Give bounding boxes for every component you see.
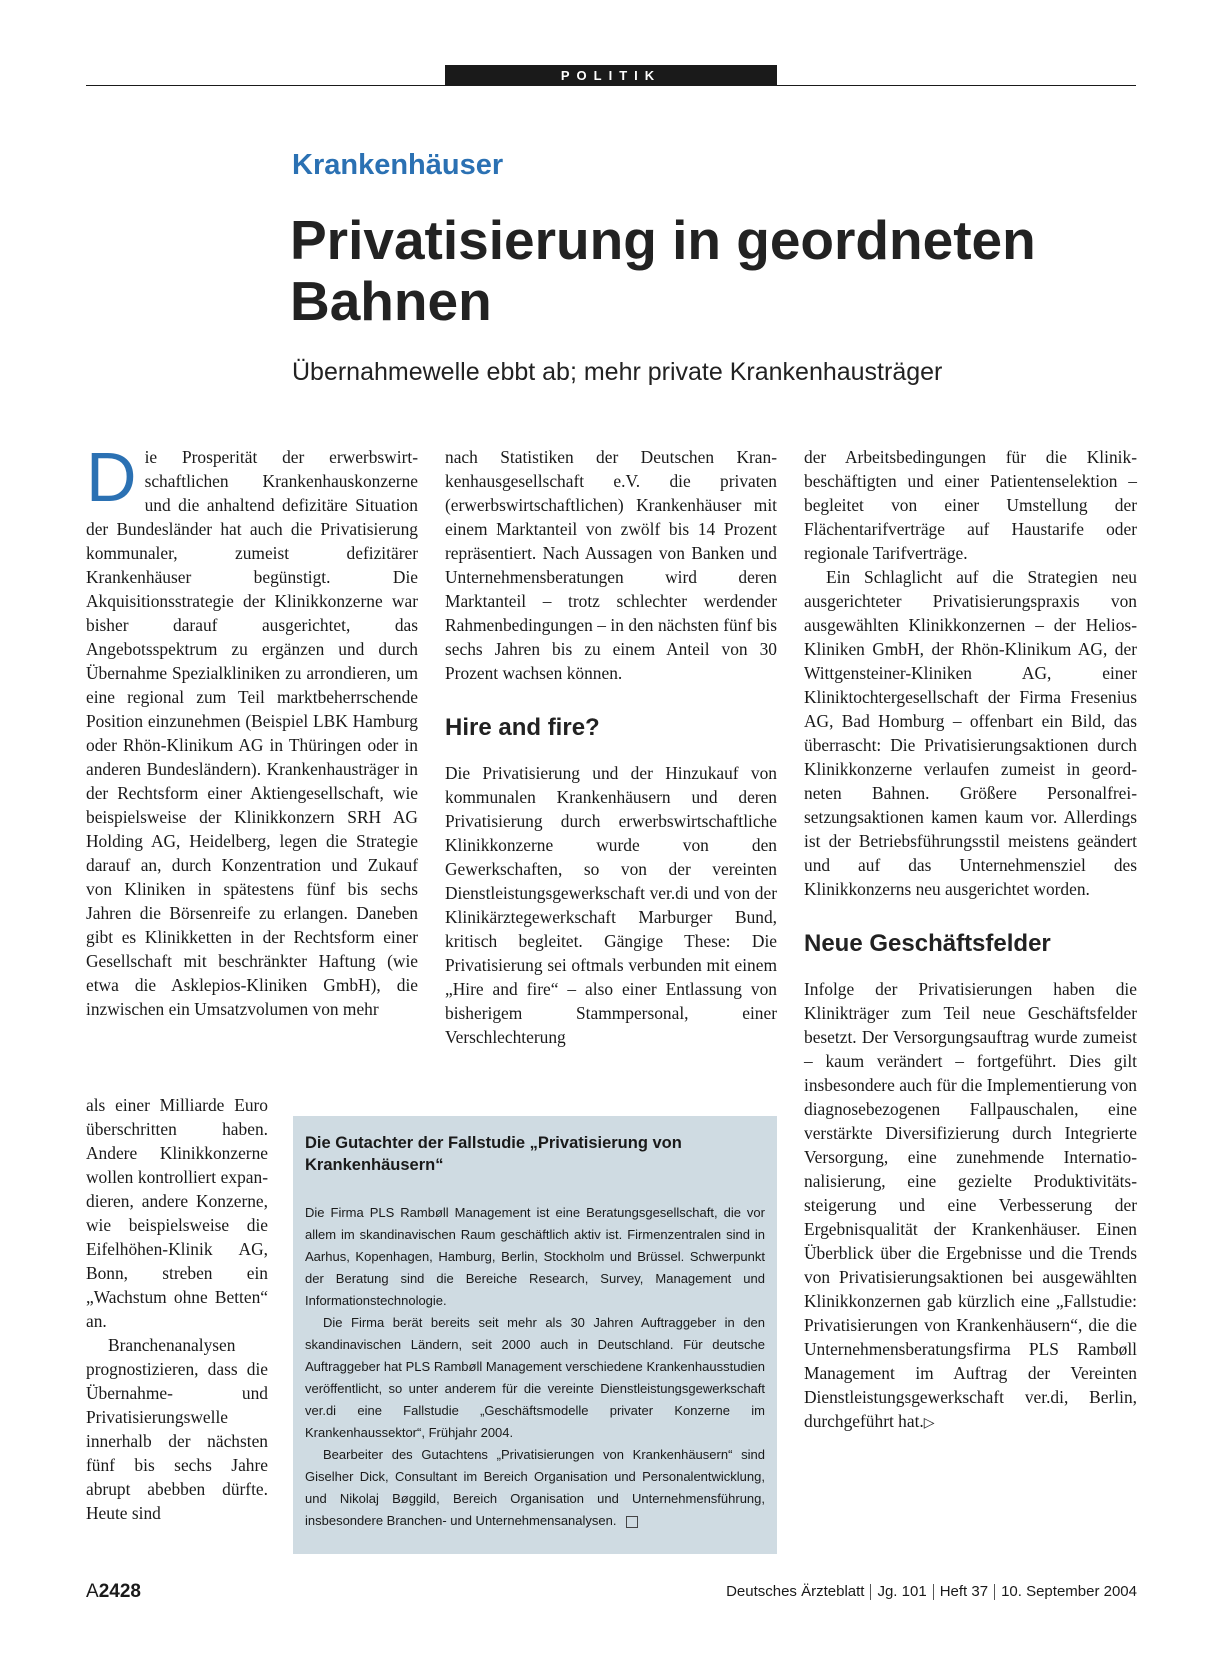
paragraph-text: Infolge der Privatisierungen haben die Klinikträger zum Teil neue Geschäftsfelder besetzt. Der Versorgungsauftrag wurde zumeist – kaum verändert – fortgeführt. Dies gilt insbesondere auch für die Implementierung von diagnosebezogenen Fallpauschalen, eine verstärkte Diversifizierung durch Integrierte Versorgung, eine zunehmende Internationalisierung, eine gezielte Produktivitätssteigerung und eine Verbesserung der Ergebnisqualität der Krankenhäuser. Einen Überblick über die Ergebnisse und die Trends von Privatisierungsaktionen bei ausgewählten Klinikkonzernen gab kürzlich eine „Fallstudie: Privatisierungen von Krankenhäusern“, die die Unternehmensberatungsfirma PLS Rambøll Management im Auftrag der Vereinten Dienstleistungsgewerkschaft ver.di, Berlin, durchgeführt hat. <box>804 979 1137 1431</box>
info-box-body <box>305 1202 765 1532</box>
article-paragraph: nach Statistiken der Deutschen Krankenhausgesellschaft e.V. die privaten (erwerbswirtschaftlichen) Krankenhäuser mit einem Marktanteil von zwölf bis 14 Prozent repräsentiert. Nach Aussagen von Banken und Unternehmensberatungen wird deren Marktanteil – trotz schlechter werdender Rahmenbedingungen – in den nächsten fünf bis sechs Jahren bis zu einem Anteil von 30 Prozent wachsen können. <box>445 447 777 683</box>
divider <box>870 1584 871 1600</box>
page-number-value: 2428 <box>98 1581 141 1602</box>
divider <box>994 1584 995 1600</box>
info-box <box>293 1116 777 1554</box>
journal-name: Deutsches Ärzteblatt <box>726 1583 865 1600</box>
article-paragraph <box>86 438 418 1021</box>
continue-arrow-icon: ▷ <box>923 1415 935 1431</box>
subheading-neue-geschaeftsfelder: Neue Geschäftsfelder <box>804 930 1051 957</box>
page-number <box>86 1581 141 1603</box>
drop-cap: D <box>86 438 137 516</box>
article-paragraph <box>804 977 1137 1435</box>
article-column-1 <box>86 438 418 1021</box>
article-column-2 <box>445 445 777 1049</box>
subheading-hire-and-fire: Hire and fire? <box>445 714 600 741</box>
volume: Jg. 101 <box>877 1583 927 1600</box>
page-prefix: A <box>86 1581 99 1602</box>
article-kicker: Krankenhäuser <box>292 149 504 181</box>
info-box-title: Die Gutachter der Fallstudie „Privatisierung von Krankenhäusern“ <box>305 1134 682 1174</box>
article-column-1-narrow <box>86 1093 268 1525</box>
article-column-3 <box>804 445 1137 1435</box>
article-headline: Privatisierung in geordneten Bahnen <box>290 209 1036 332</box>
header-rule <box>86 85 1136 86</box>
issue: Heft 37 <box>939 1583 989 1600</box>
info-box-paragraph: Die Firma PLS Rambøll Management ist eine Beratungsgesellschaft, die vor allem im skandinavischen Raum geschäftlich aktiv ist. Firmenzentralen sind in Aarhus, Kopenhagen, Hamburg, Berlin, Stockholm und Brüssel. Schwerpunkt der Beratung sind die Bereiche Research, Survey, Management und Informationstechnologie. <box>305 1205 765 1308</box>
article-paragraph: Ein Schlaglicht auf die Strategien neu ausgerichteter Privatisierungspraxis von ausgewählten Klinikkonzernen – der Helios-Kliniken GmbH, der Rhön-Klinikum AG, der Wittgensteiner-Kliniken AG, einer Kliniktochtergesellschaft der Firma Fresenius AG, Bad Homburg – offenbart ein Bild, das überrascht: Die Privatisierungsaktionen durch Klinikkonzerne verlaufen zumeist in geordneten Bahnen. Größere Personalfreisetzungsaktionen kamen kaum vor. Allerdings ist der Betriebsführungsstil meistens geändert und auf das Unternehmensziel des Klinikkonzerns neu ausgerichtet worden. <box>804 567 1137 899</box>
divider <box>933 1584 934 1600</box>
end-mark-icon <box>626 1516 638 1528</box>
info-box-paragraph <box>305 1444 765 1532</box>
issue-date: 10. September 2004 <box>1001 1583 1137 1600</box>
paragraph-text: Bearbeiter des Gutachtens „Privatisierungen von Krankenhäusern“ sind Giselher Dick, Consultant im Bereich Organisation und Personalentwicklung, und Nikolaj Bøggild, Bereich Organisation und Unternehmensführung, insbesondere Branchen- und Unternehmensanalysen. <box>305 1447 765 1528</box>
paragraph-text: ie Prosperität der erwerbswirtschaftlichen Krankenhauskonzerne und die anhaltend defizitäre Situation der Bundesländer hat auch die Privatisierung kommunaler, zumeist defizitärer Krankenhäuser begünstigt. Die Akquisitionsstrategie der Klinikkonzerne war bisher darauf ausgerichtet, das Angebotsspektrum zu ergänzen und durch Übernahme Spezialkliniken zu arrondieren, um eine regional zum Teil marktbeherrschende Position einzunehmen (Beispiel LBK Hamburg oder Rhön-Klinikum AG in Thüringen oder in anderen Bundesländern). Krankenhausträger in der Rechtsform einer Aktiengesellschaft, wie beispielsweise der Klinikkonzern SRH AG Holding AG, Heidelberg, legen die Strategie darauf an, durch Konzentration und Zukauf von Kliniken in spätestens fünf bis sechs Jahren die Börsenreife zu erlangen. Daneben gibt es Klinikketten in der Rechtsform einer Gesellschaft mit beschränkter Haftung (wie etwa die Asklepios-Kliniken GmbH), die inzwischen ein Umsatzvolumen von mehr <box>86 447 418 1019</box>
article-paragraph: Die Privatisierung und der Hinzukauf von kommunalen Krankenhäusern und deren Privatisierung durch erwerbswirtschaftliche Klinikkonzerne wurde von den Gewerkschaften, so von der vereinten Dienstleistungsgewerkschaft ver.di und von der Klinikärztegewerkschaft Marburger Bund, kritisch begleitet. Gängige These: Die Privatisierung sei oftmals verbunden mit einem „Hire and fire“ – also einer Entlassung von bisherigem Stammpersonal, einer Verschlechterung <box>445 763 777 1047</box>
article-subtitle: Übernahmewelle ebbt ab; mehr private Krankenhausträger <box>292 358 943 386</box>
info-box-paragraph: Die Firma berät bereits seit mehr als 30 Jahren Auftraggeber in den skandinavischen Ländern, seit 2000 auch in Deutschland. Für deutsche Auftraggeber hat PLS Rambøll Management verschiedene Krankenhausstudien veröffentlicht, so unter anderem für die vereinte Dienstleistungsgewerkschaft ver.di eine Fallstudie „Geschäftsmodelle privater Konzerne im Krankenhaussektor“, Frühjahr 2004. <box>305 1315 765 1440</box>
footer-citation <box>726 1583 1137 1600</box>
section-label: POLITIK <box>445 65 777 86</box>
article-paragraph: als einer Milliarde Euro überschritten haben. Andere Klinikkonzerne wollen kontrolliert expandieren, andere Konzerne, wie beispielsweise die Eifelhöhen-Klinik AG, Bonn, streben ein „Wachstum ohne Betten“ an. <box>86 1095 268 1331</box>
article-paragraph: der Arbeitsbedingungen für die Klinikbeschäftigten und einer Patientenselektion – begleitet von einer Umstellung der Flächentarifverträge auf Haustarife oder regionale Tarifverträge. <box>804 447 1137 563</box>
article-paragraph: Branchenanalysen prognostizieren, dass die Übernahme- und Privatisierungswelle innerhalb der nächsten fünf bis sechs Jahre abrupt abebben dürfte. Heute sind <box>86 1335 268 1523</box>
